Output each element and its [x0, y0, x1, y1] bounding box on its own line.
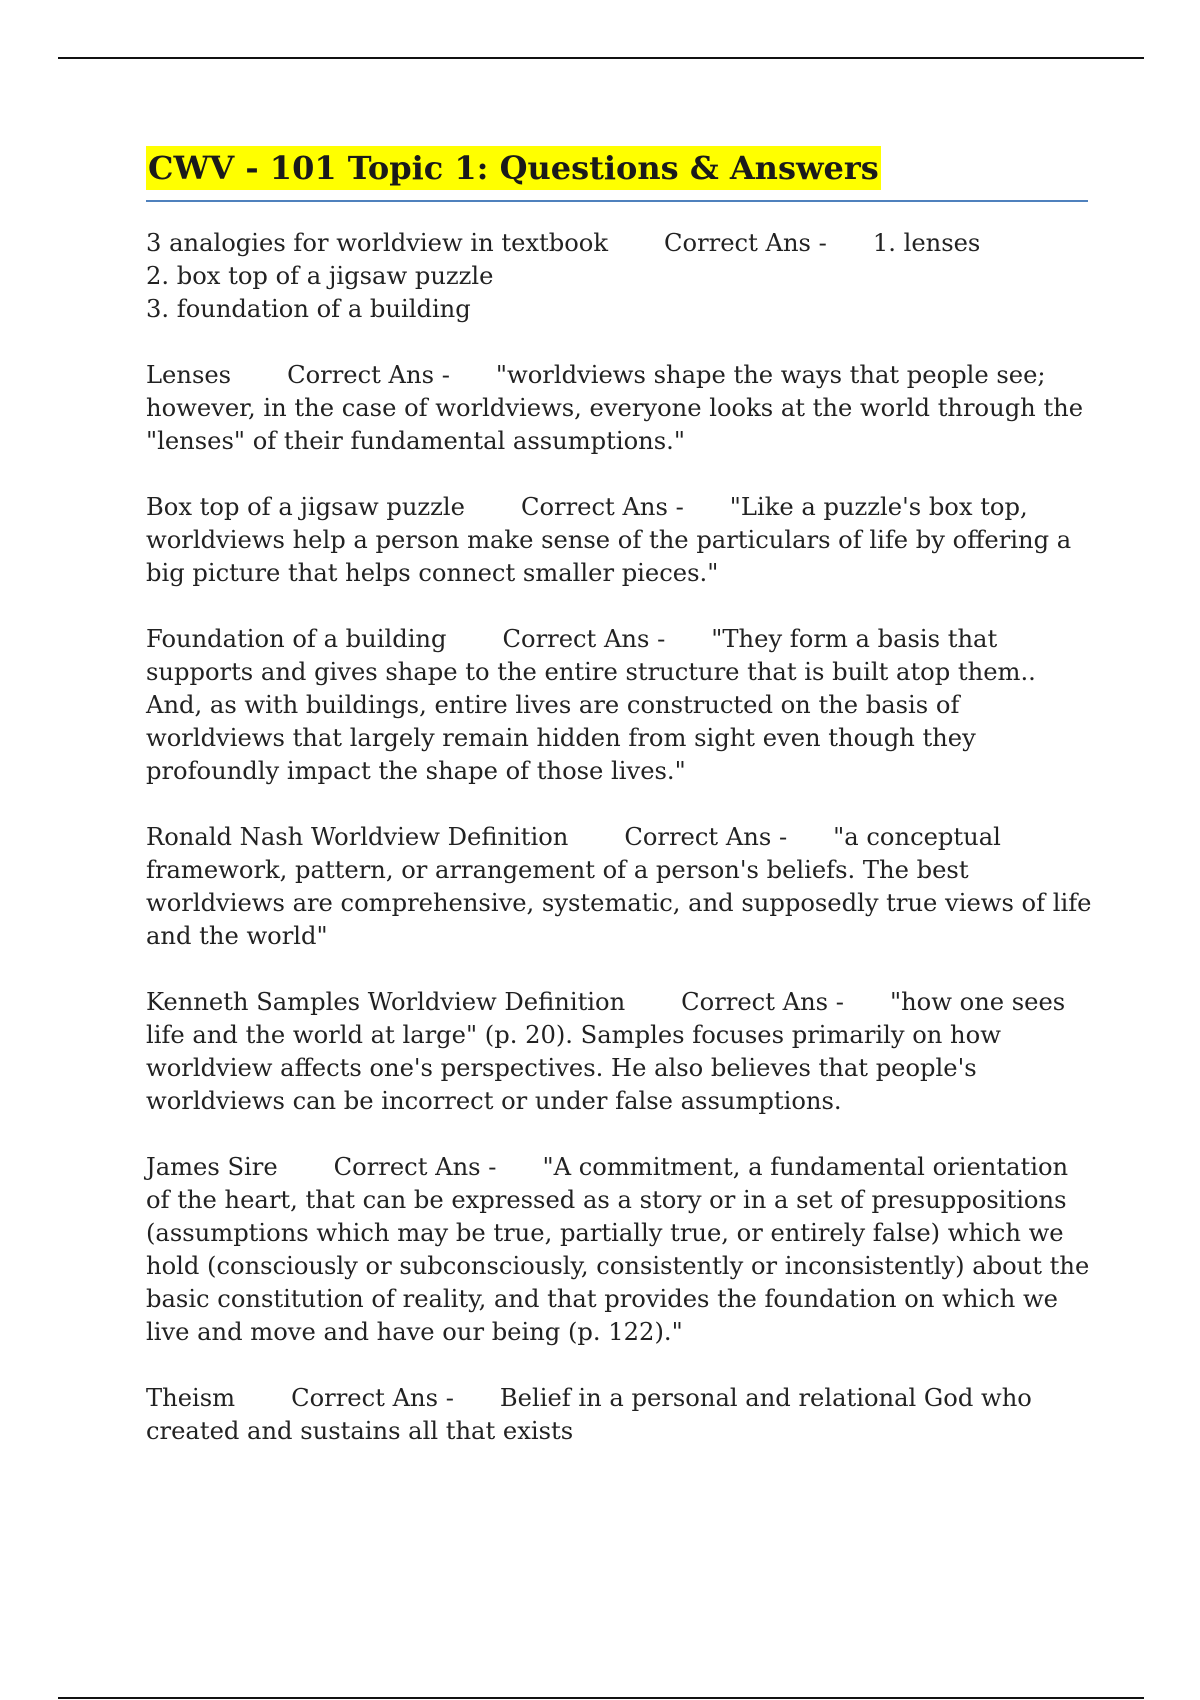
page-title: CWV - 101 Topic 1: Questions & Answers: [146, 146, 881, 190]
qa-item: [146, 227, 1096, 326]
qa-question: 3 analogies for worldview in textbook: [146, 229, 609, 257]
qa-item: [146, 623, 1096, 788]
qa-correct-label: Correct Ans -: [624, 823, 788, 851]
top-rule: [58, 57, 1144, 59]
qa-item: [146, 491, 1096, 590]
qa-correct-label: Correct Ans -: [502, 625, 666, 653]
title-block: [146, 146, 1088, 202]
qa-item: [146, 1382, 1096, 1448]
qa-answer: "worldviews shape the ways that people see; however, in the case of worldviews, everyone looks at the world through the "lenses" of their fundamental assumptions.": [146, 361, 1091, 455]
qa-correct-label: Correct Ans -: [681, 988, 844, 1016]
qa-question: Kenneth Samples Worldview Definition: [146, 988, 626, 1016]
qa-question: Box top of a jigsaw puzzle: [146, 493, 465, 521]
qa-answer: "They form a basis that supports and gives shape to the entire structure that is built atop them.. And, as with buildings, entire lives are constructed on the basis of worldviews that largely remain hidden from sight even though they profoundly impact the shape of those lives.": [146, 625, 1044, 785]
qa-item: [146, 359, 1096, 458]
qa-correct-label: Correct Ans -: [520, 493, 684, 521]
qa-item: [146, 821, 1100, 953]
qa-question: Foundation of a building: [146, 625, 447, 653]
qa-question: James Sire: [146, 1153, 278, 1181]
qa-question: Lenses: [146, 361, 232, 389]
qa-item: [146, 1151, 1096, 1349]
qa-question: Theism: [146, 1384, 236, 1412]
qa-correct-label: Correct Ans -: [291, 1384, 454, 1412]
qa-list: [146, 227, 1100, 1481]
qa-item: [146, 986, 1096, 1118]
qa-correct-label: Correct Ans -: [333, 1153, 497, 1181]
qa-answer: "a conceptual framework, pattern, or arrangement of a person's beliefs. The best worldviews are comprehensive, systematic, and supposedly true views of life and the world": [146, 823, 1100, 950]
qa-answer: 1. lenses 2. box top of a jigsaw puzzle 3. foundation of a building: [146, 229, 981, 323]
bottom-rule: [58, 1697, 1144, 1699]
qa-correct-label: Correct Ans -: [287, 361, 450, 389]
qa-answer: "how one sees life and the world at large" (p. 20). Samples focuses primarily on how worldview affects one's perspectives. He also believes that people's worldviews can be incorrect or under false assumptions.: [146, 988, 1073, 1115]
qa-answer: "A commitment, a fundamental orientation of the heart, that can be expressed as a story or in a set of presuppositions (assumptions which may be true, partially true, or entirely false) which we hold (consciously or subconsciously, consistently or inconsistently) about the basic constitution of reality, and that provides the foundation on which we live and move and have our being (p. 122).": [146, 1153, 1097, 1346]
qa-answer: "Like a puzzle's box top, worldviews help a person make sense of the particulars of life by offering a big picture that helps connect smaller pieces.": [146, 493, 1079, 587]
qa-correct-label: Correct Ans -: [664, 229, 827, 257]
qa-answer: Belief in a personal and relational God who created and sustains all that exists: [146, 1384, 1040, 1445]
qa-question: Ronald Nash Worldview Definition: [146, 823, 569, 851]
